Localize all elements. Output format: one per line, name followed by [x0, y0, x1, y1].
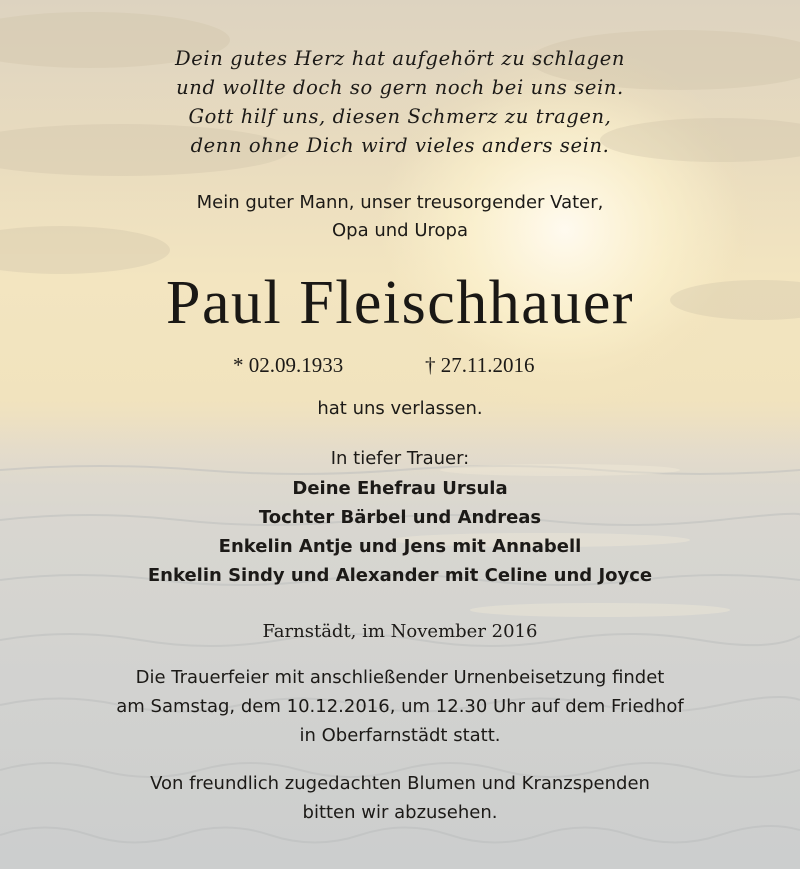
verse-line-1: Dein gutes Herz hat aufgehört zu schlagen	[175, 47, 625, 70]
intro-line-2: Opa und Uropa	[332, 220, 468, 241]
funeral-line-2: am Samstag, dem 10.12.2016, um 12.30 Uhr auf dem Friedhof	[116, 696, 684, 717]
birth-date: * 02.09.1933	[233, 353, 344, 377]
mourner-2: Tochter Bärbel und Andreas	[258, 507, 542, 528]
funeral-line-3: in Oberfarnstädt statt.	[299, 725, 501, 746]
mourning-label: In tiefer Trauer:	[330, 448, 470, 469]
flowers-line-1: Von freundlich zugedachten Blumen und Kranzspenden	[150, 773, 650, 794]
death-date: † 27.11.2016	[425, 353, 535, 377]
mourner-3: Enkelin Antje und Jens mit Annabell	[218, 536, 582, 557]
mourner-1: Deine Ehefrau Ursula	[292, 478, 508, 499]
funeral-line-1: Die Trauerfeier mit anschließender Urnenbeisetzung findet	[135, 667, 665, 688]
mourner-4: Enkelin Sindy und Alexander mit Celine und Joyce	[147, 565, 653, 586]
place-date: Farnstädt, im November 2016	[262, 621, 538, 642]
verse-line-3: Gott hilf uns, diesen Schmerz zu tragen,	[188, 105, 612, 128]
intro-line-1: Mein guter Mann, unser treusorgender Vater,	[196, 192, 604, 213]
passed-away-text: hat uns verlassen.	[317, 398, 483, 419]
life-dates	[0, 353, 800, 377]
flowers-line-2: bitten wir abzusehen.	[302, 802, 498, 823]
deceased-name: Paul Fleischhauer	[165, 269, 634, 337]
verse-line-4: denn ohne Dich wird vieles anders sein.	[190, 134, 610, 157]
verse-line-2: und wollte doch so gern noch bei uns sein.	[176, 76, 624, 99]
